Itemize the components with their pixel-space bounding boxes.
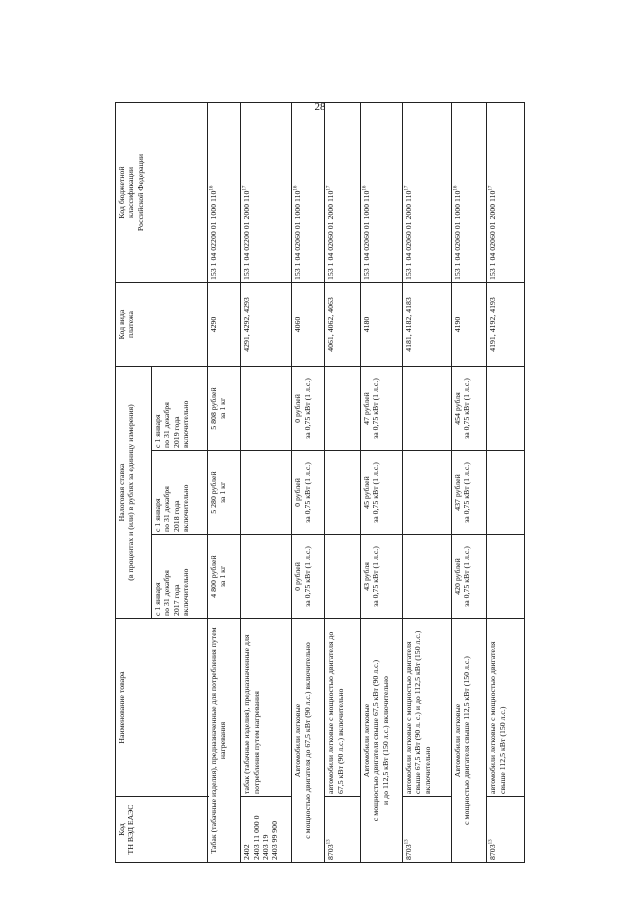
- empty-cell: [325, 535, 360, 619]
- kbk-code: 153 1 04 02060 01 1000 $110^{16}$: [360, 102, 402, 282]
- item-pay-codes: 4291, 4292, 4293: [241, 282, 292, 366]
- group-row: [208, 102, 241, 862]
- rate-2018: 437 рублей за 0,75 кВт (1 л.с.): [451, 451, 486, 535]
- header-period-2018: с 1 января по 31 декабря 2018 года включительно: [152, 451, 208, 535]
- header-code: Код ТН ВЭД ЕАЭС: [116, 797, 208, 863]
- group-row: [292, 102, 325, 862]
- header-rate: [116, 366, 152, 618]
- empty-cell: [487, 451, 525, 535]
- rate-2017: 0 рублей за 0,75 кВт (1 л.с.): [292, 535, 325, 619]
- item-pay-codes: 4061, 4062, 4063: [325, 282, 360, 366]
- empty-cell: [241, 451, 292, 535]
- rate-2017: 43 рубля за 0,75 кВт (1 л.с.): [360, 535, 402, 619]
- kbk-code: 153 1 04 02060 01 1000 $110^{16}$: [451, 102, 486, 282]
- group-row: [360, 102, 402, 862]
- header-period-2017: с 1 января по 31 декабря 2017 года включительно: [152, 535, 208, 619]
- rotated-table-wrapper: [115, 103, 525, 863]
- pay-code: 4060: [292, 282, 325, 366]
- item-codes: 2402 2403 11 000 0 2403 19 2403 99 900: [241, 797, 292, 863]
- header-rate-title: Налоговая ставка: [117, 463, 126, 522]
- pay-code: 4290: [208, 282, 241, 366]
- rate-2017: 420 рублей за 0,75 кВт (1 л.с.): [451, 535, 486, 619]
- item-pay-codes: 4181, 4182, 4183: [403, 282, 452, 366]
- group-title: Автомобили легковые с мощностью двигателя до 67,5 кВт (90 л.с.) включительно: [292, 619, 325, 863]
- rate-2018: 45 рублей за 0,75 кВт (1 л.с.): [360, 451, 402, 535]
- empty-cell: [325, 366, 360, 450]
- rate-2019: 454 рубля за 0,75 кВт (1 л.с.): [451, 366, 486, 450]
- item-kbk-code: 153 1 04 02200 01 2000 $110^{17}$: [241, 102, 292, 282]
- item-row: [487, 102, 525, 862]
- empty-cell: [241, 366, 292, 450]
- rate-2018: 5 280 рублей за 1 кг: [208, 451, 241, 535]
- header-kbk: Код бюджетной классификации Российской Федерации: [116, 102, 208, 282]
- pay-code: 4180: [360, 282, 402, 366]
- rate-2018: 0 рублей за 0,75 кВт (1 л.с.): [292, 451, 325, 535]
- group-row: [451, 102, 486, 862]
- rate-2019: 47 рублей за 0,75 кВт (1 л.с.): [360, 366, 402, 450]
- empty-cell: [487, 366, 525, 450]
- rate-2019: 0 рублей за 0,75 кВт (1 л.с.): [292, 366, 325, 450]
- group-title: Автомобили легковые с мощностью двигателя свыше 112,5 кВт (150 л.с.): [451, 619, 486, 863]
- header-name: Наименование товара: [116, 619, 208, 797]
- rate-2019: 5 808 рублей за 1 кг: [208, 366, 241, 450]
- empty-cell: [487, 535, 525, 619]
- item-name: автомобили легковые с мощностью двигателя до 67,5 кВт (90 л.с.) включительно: [325, 619, 360, 797]
- item-pay-codes: 4191, 4192, 4193: [487, 282, 525, 366]
- item-row: [241, 102, 292, 862]
- item-codes: 8703$^{13}$: [325, 797, 360, 863]
- item-row: [403, 102, 452, 862]
- empty-cell: [403, 366, 452, 450]
- header-pay-code: Код вида платежа: [116, 282, 208, 366]
- item-kbk-code: 153 1 04 02060 01 2000 $110^{17}$: [403, 102, 452, 282]
- item-codes: 8703$^{13}$: [403, 797, 452, 863]
- header-rate-subtitle: (в процентах и (или) в рублях за единицу измерения): [126, 404, 136, 581]
- pay-code: 4190: [451, 282, 486, 366]
- item-name: автомобили легковые с мощностью двигателя свыше 67,5 кВт (90 л. с.) и до 112,5 кВт (150 л.с.) включительно: [403, 619, 452, 797]
- empty-cell: [325, 451, 360, 535]
- kbk-code: 153 1 04 02200 01 1000 $110^{16}$: [208, 102, 241, 282]
- header-period-2019: с 1 января по 31 декабря 2019 года включительно: [152, 366, 208, 450]
- item-kbk-code: 153 1 04 02060 01 2000 $110^{17}$: [487, 102, 525, 282]
- group-title: Табак (табачные изделия), предназначенные для потребления путем нагревания: [208, 619, 241, 863]
- rate-2017: 4 800 рублей за 1 кг: [208, 535, 241, 619]
- item-name: табак (табачные изделия), предназначенные для потребления путем нагревания: [241, 619, 292, 797]
- item-codes: 8703$^{13}$: [487, 797, 525, 863]
- kbk-code: 153 1 04 02060 01 1000 $110^{16}$: [292, 102, 325, 282]
- group-title: Автомобили легковые с мощностью двигателя свыше 67,5 кВт (90 л.с.) и до 112,5 кВт (150 л.с.) включительно: [360, 619, 402, 863]
- page-number: 28: [314, 101, 326, 113]
- item-kbk-code: 153 1 04 02060 01 2000 $110^{17}$: [325, 102, 360, 282]
- item-row: [325, 102, 360, 862]
- item-name: автомобили легковые с мощностью двигателя свыше 112,5 кВт (150 л.с.): [487, 619, 525, 797]
- empty-cell: [403, 451, 452, 535]
- empty-cell: [403, 535, 452, 619]
- empty-cell: [241, 535, 292, 619]
- tax-rate-table: [115, 102, 525, 863]
